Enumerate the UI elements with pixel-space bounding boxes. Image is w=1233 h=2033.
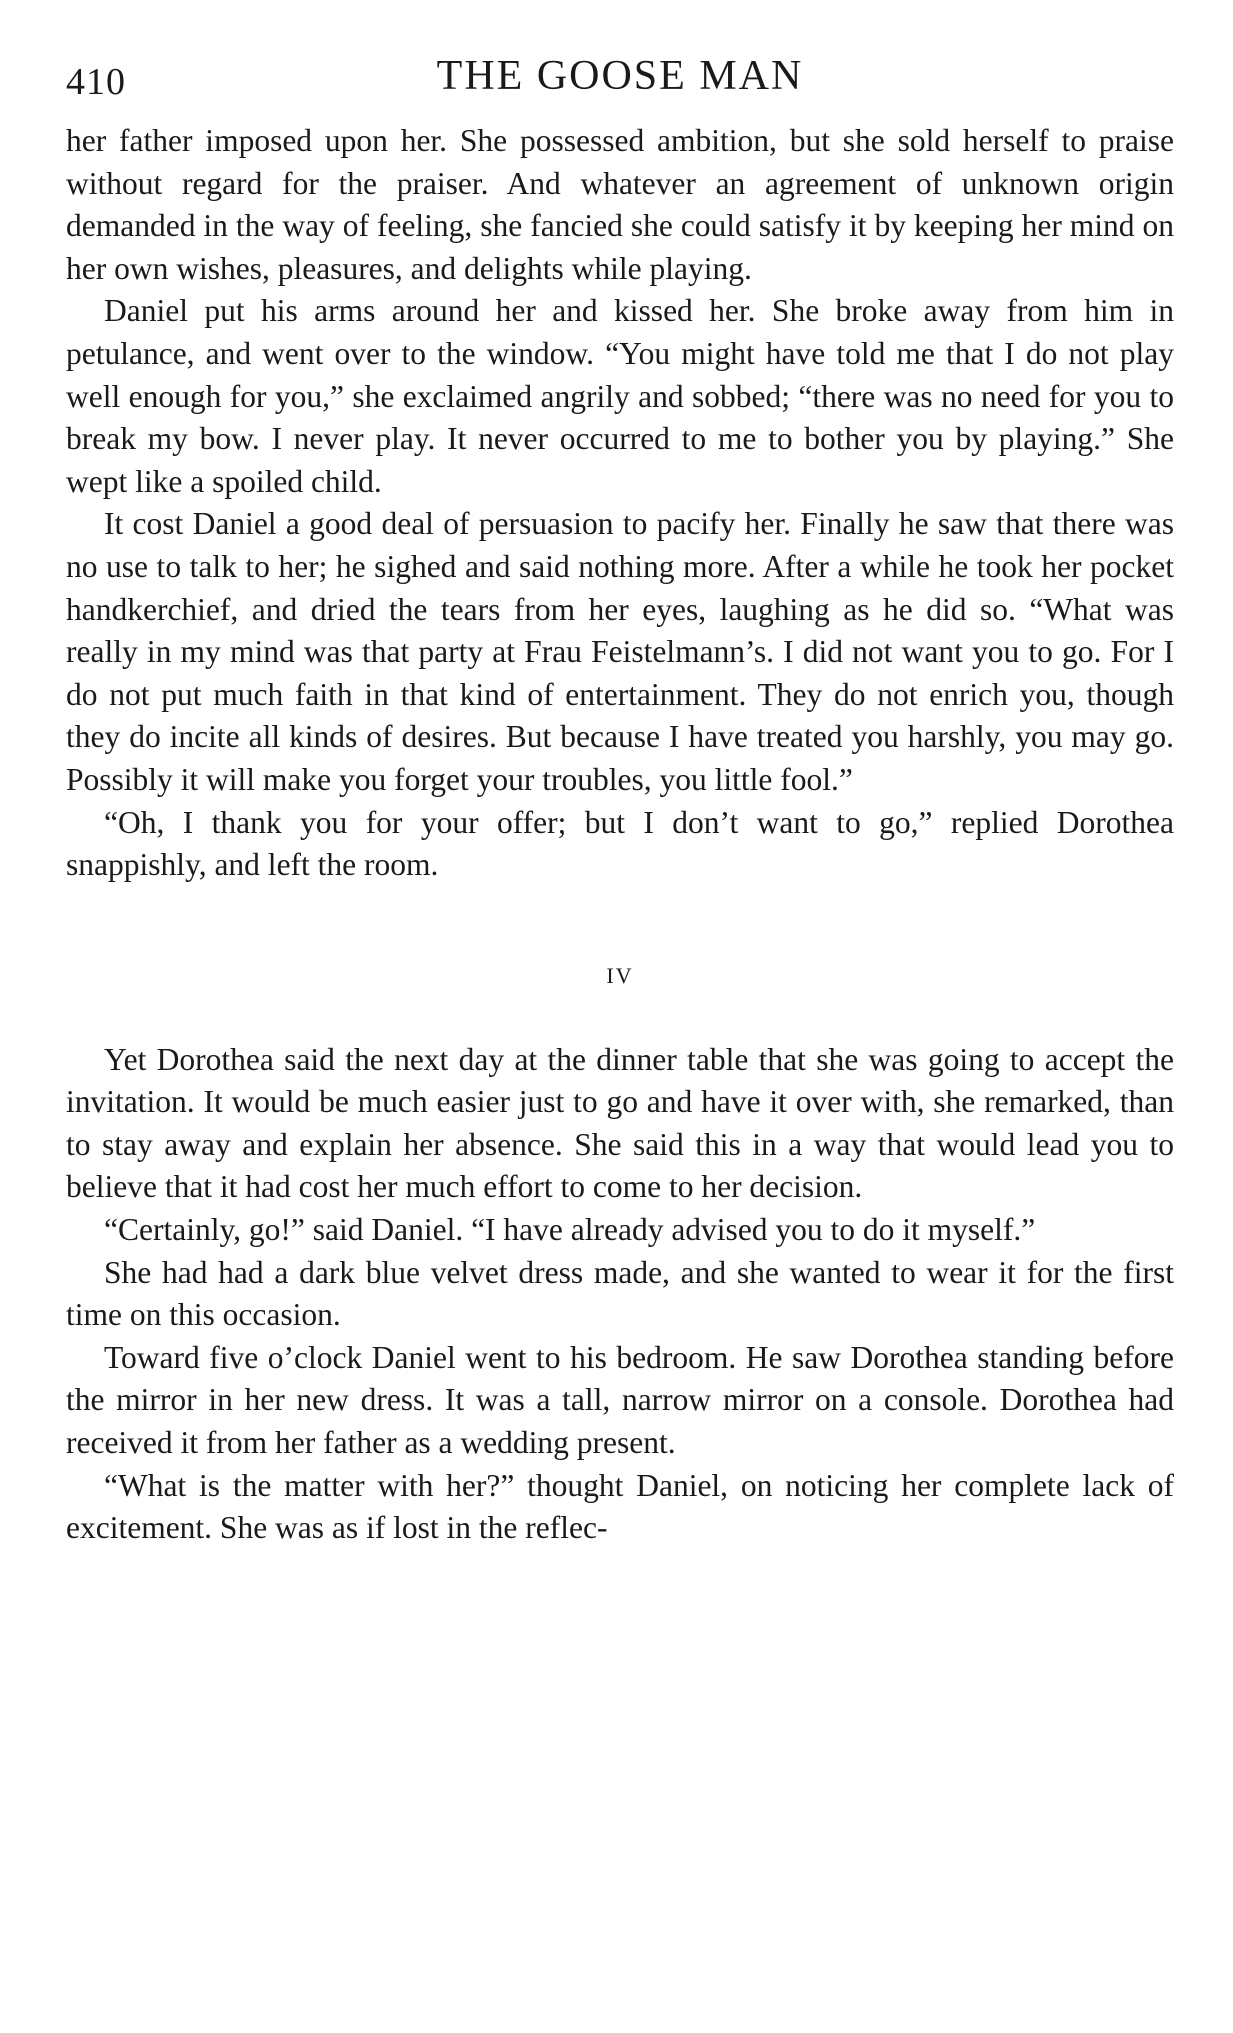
paragraph: “What is the matter with her?” thought Daniel, on noticing her complete lack of excitement. She was as if lost in the reflec- [66,1467,1174,1546]
book-page [66,52,1174,1550]
paragraph: It cost Daniel a good deal of persuasion to pacify her. Finally he saw that there was no use to talk to her; he sighed and said nothing more. After a while he took her pocket handkerchief, and dried the tears from her eyes, laughing as he did so. “What was really in my mind was that party at Frau Feistelmann’s. I did not want you to go. For I do not put much faith in that kind of entertainment. They do not enrich you, though they do incite all kinds of desires. But because I have treated you harshly, you may go. Possibly it will make you forget your troubles, you little fool.” [66,506,1174,797]
paragraph: Yet Dorothea said the next day at the dinner table that she was going to accept the invitation. It would be much easier just to go and have it over with, she remarked, than to stay away and explain her absence. She said this in a way that would lead you to believe that it had cost her much effort to come to her decision. [66,1041,1174,1205]
paragraph: her father imposed upon her. She possessed ambition, but she sold herself to praise without regard for the praiser. And whatever an agreement of unknown origin demanded in the way of feeling, she fancied she could satisfy it by keeping her mind on her own wishes, pleasures, and delights while playing. [66,123,1174,286]
section-heading: IV [606,962,634,988]
page-number: 410 [66,61,126,103]
paragraph: “Certainly, go!” said Daniel. “I have already advised you to do it myself.” [104,1212,1036,1248]
section-iv [66,1039,1174,1550]
section-spacer [66,993,1174,1039]
paragraph: “Oh, I thank you for your offer; but I don’t want to go,” replied Dorothea snappishly, and left the room. [66,804,1174,883]
paragraph: Toward five o’clock Daniel went to his bedroom. He saw Dorothea standing before the mirror in her new dress. It was a tall, narrow mirror on a console. Dorothea had received it from her father as a wedding present. [66,1339,1174,1461]
running-head [66,52,1174,102]
section-continued [66,120,1174,887]
section-spacer [66,887,1174,959]
paragraph: She had had a dark blue velvet dress made, and she wanted to wear it for the first time on this occasion. [66,1254,1174,1333]
paragraph: Daniel put his arms around her and kissed her. She broke away from him in petulance, and went over to the window. “You might have told me that I do not play well enough for you,” she exclaimed angrily and sobbed; “there was no need for you to break my bow. I never play. It never occurred to me to bother you by playing.” She wept like a spoiled child. [66,293,1174,499]
book-title: THE GOOSE MAN [436,53,804,99]
